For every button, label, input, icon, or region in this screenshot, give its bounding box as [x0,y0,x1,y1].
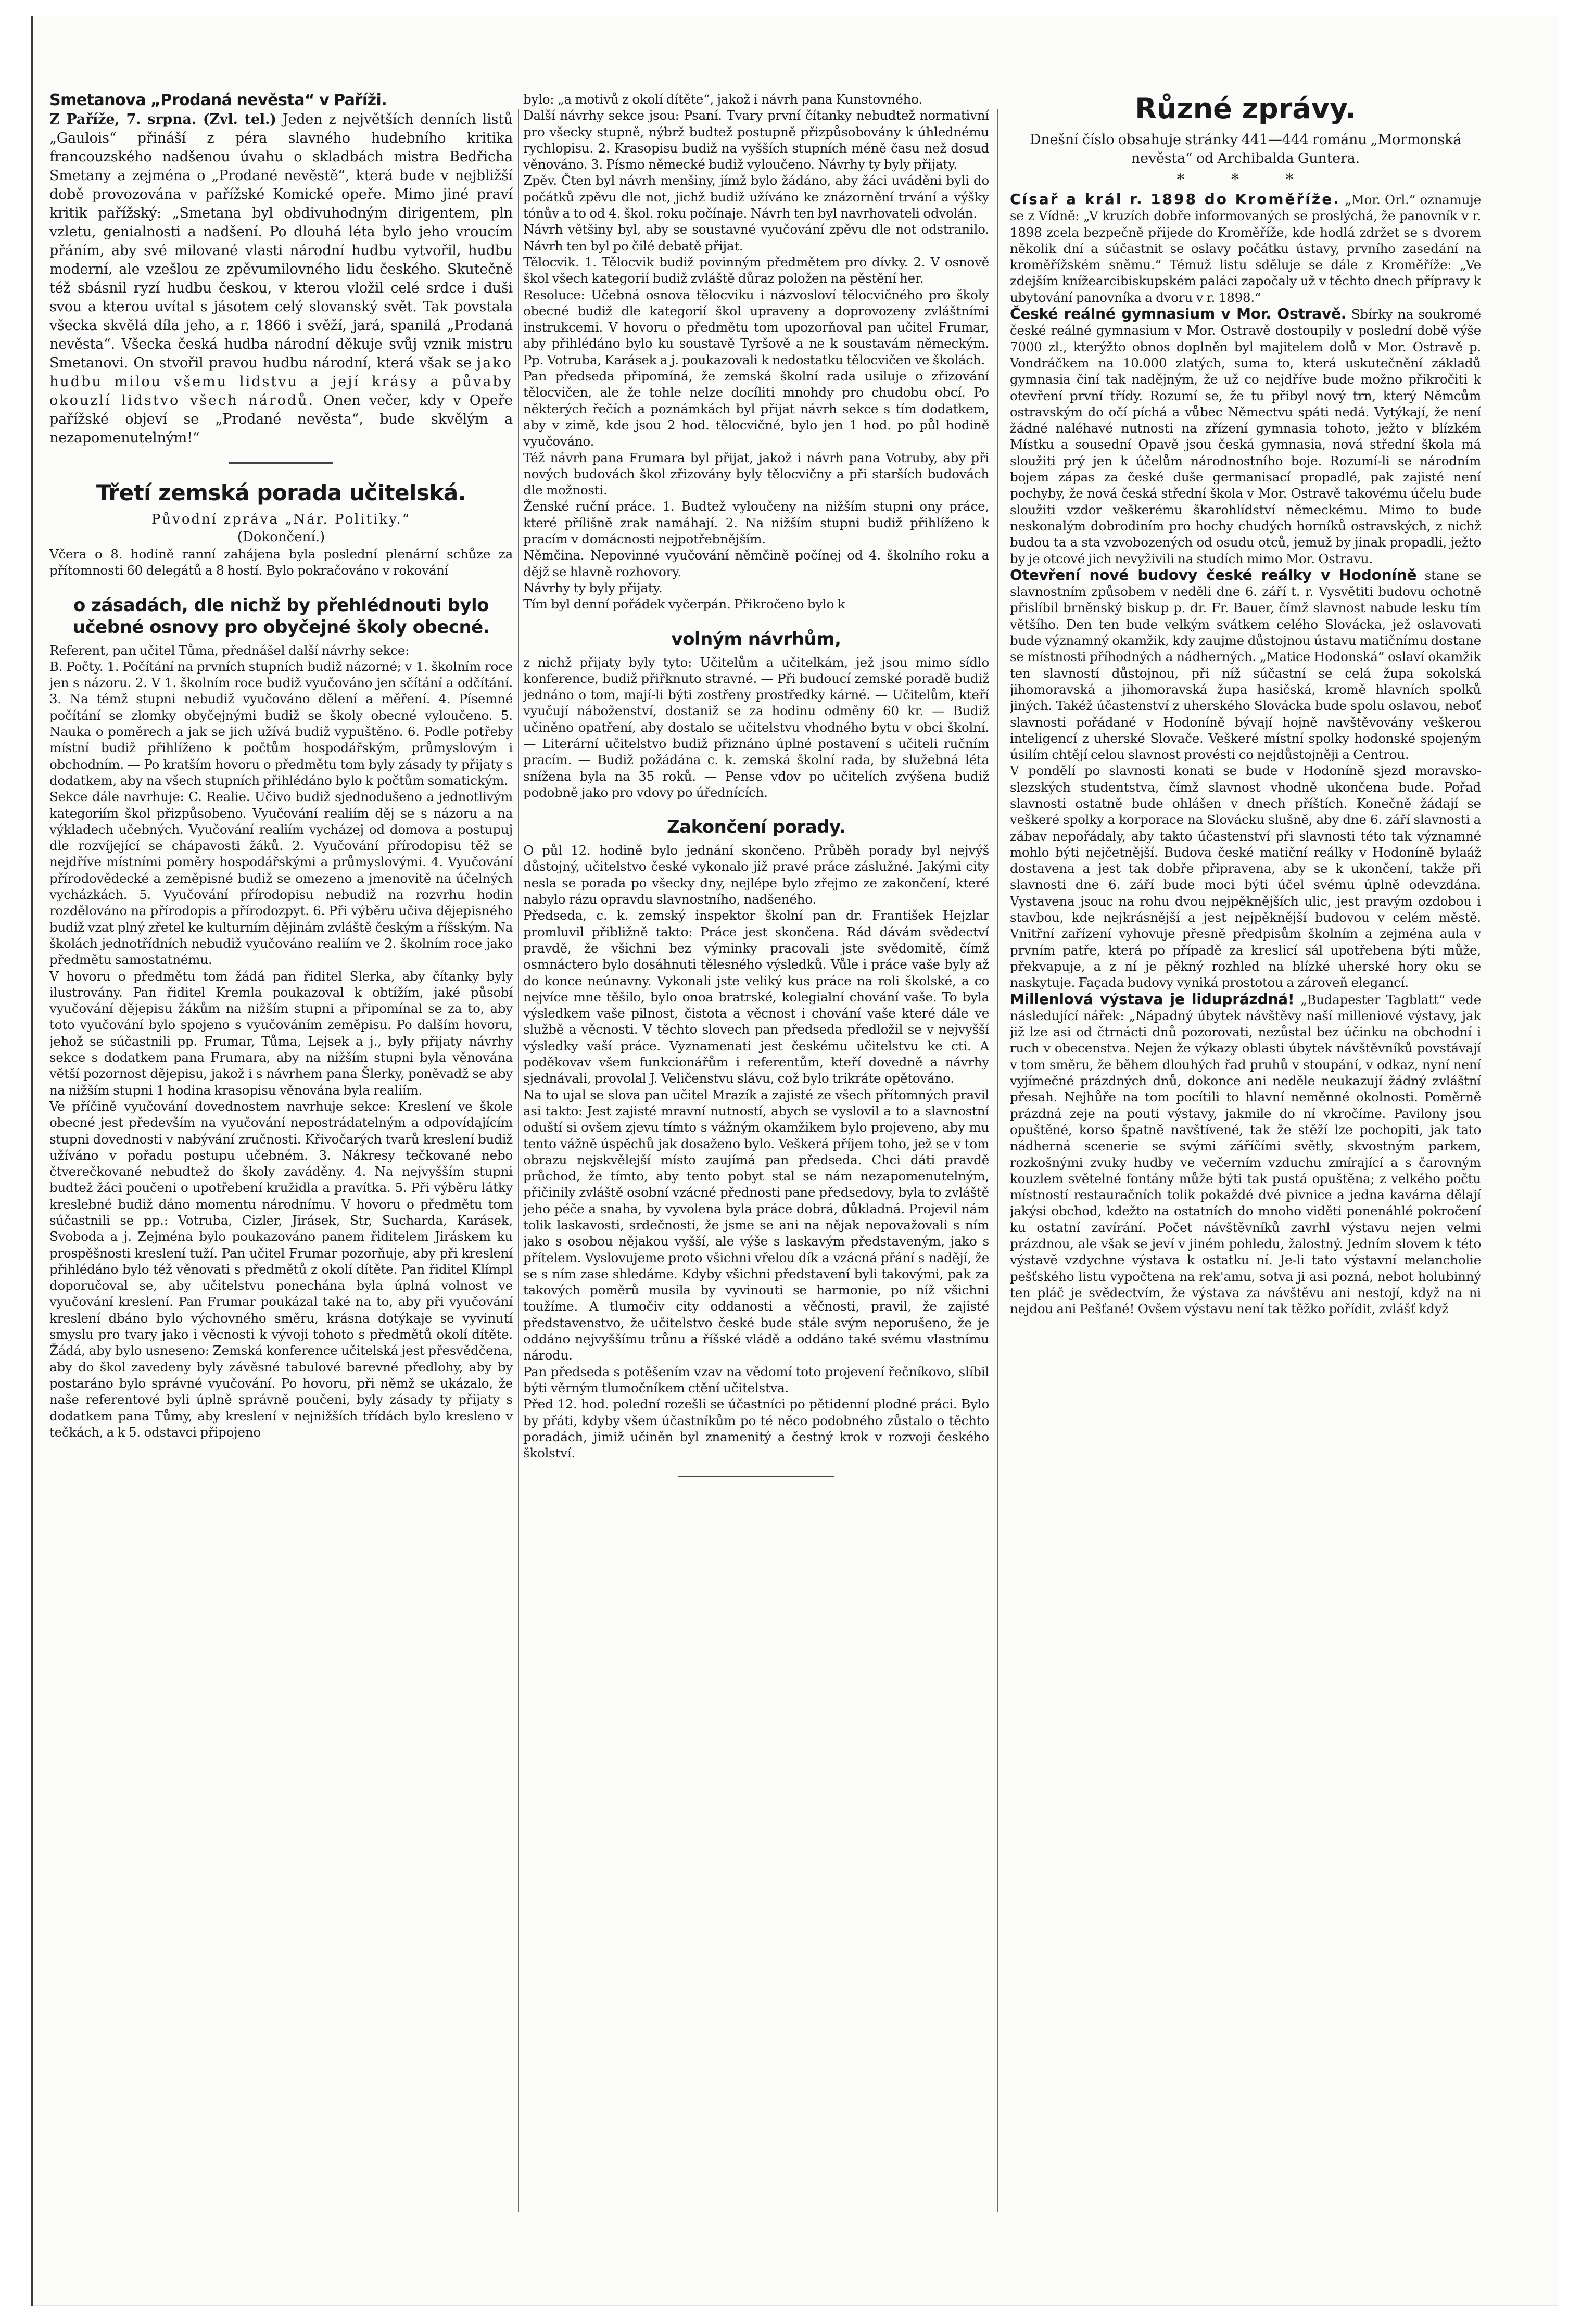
article-paragraph: Ženské ruční práce. 1. Budtež vyloučeny na nižším stupni ony práce, které přílišně zrak namáhají. 2. Na nižším stupni budiž přihlíženo k pracím v domácnosti nejpotřebnějším. [523,499,989,547]
article-text: Jeden z největších denních listů „Gaulois“ přináší z péra slavného hudebního kritika francouzského nadšenou úvahu o skladbách mistra Bedřicha Smetany a zejména o „Prodané nevěstě“, která bude v nejbližší době provozována v pařížské Komické opeře. Mimo jiné praví kritik pařížský: „Smetana byl obdivuhodným dirigentem, pln vzletu, genialnosti a nadšení. Po dlouhá léta bylo jeho vroucím přáním, aby své milované vlasti národní hudbu vytvořil, hudbu moderní, ale vzešlou ze zpěvumilovného lidu českého. Skutečně též sbásnil ryzí hudbu českou, v kterou vložil celé srdce i duši svou a kterou uvítal s jásotem celý slovanský svět. Tak povstala všecka skvělá díla jeho, a r. 1866 i svěží, jará, spanilá „Prodaná nevěsta“. Všecka česká hudba národní děkuje svůj vznik mistru Smetanovi. On stvořil pravou hudbu národní, která však se [49,111,513,371]
article-paragraph: Sekce dále navrhuje: C. Realie. Učivo budiž sjednodušeno a jednotlivým kategoriím škol přizpůsobeno. Vyučování realiím děj se s názoru a na výkladech učebných. Vyučování realiím vycházej od domova a postupuj dle rozvíjející se chápavosti žáků. 2. Vyučování přírodopisu těž se nejdříve místními poměry hospodářskými a průmyslovými. 4. Vyučování přírodovědecké a zeměpisné budiž se omezeno a jmenovitě na účelných vycházkách. 5. Vyučování přírodopisu nebudiž na rozvrhu hodin rozdělováno na přírodopis a přírodozpyt. 6. Při výběru učiva dějepisného budiž vzat plný zřetel ke kulturním dějinám zvláště českým a říšským. Na školách jednotřídních nebudiž vyučováno realiím ve 2. školním roce jako předmětu samostatnému. [49,789,513,968]
article-porada [49,479,513,1440]
news-headline: České reálné gymnasium v Mor. Ostravě. [1010,305,1347,323]
article-paragraph: Dnešní číslo obsahuje stránky 441—444 románu „Mormonská nevěsta“ od Archibalda Guntera. [1029,132,1462,167]
news-headline: Císař a král r. 1898 do Kroměříže. [1010,191,1340,208]
news-text: Sbírky na soukromé české reálné gymnasium v Mor. Ostravě dostoupily v poslední době výše 7000 zl., kterýžto obnos doplněn byl majitelem dolů v Mor. Ostravě p. Vondráčkem na 10.000 zlatých, suma to, která uskutečnění základů gymnasia činí tak nadějným, že už co nejdříve bude možno přikročiti k otevření první třídy. Rozumí se, že tu přibyl nový trn, který Němcům ostravským do očí píchá a vůbec Němectvu spáti nedá. Vytýkají, že není žádné naléhavé nutnosti na zřízení gymnasia tohoto, ježto v blízkém Místku a sousední Opavě jsou česká gymnasia, nová střední škola má sloužiti prý jen k účelům národnostního boje. Rozumí-li se národním bojem zápas za české duše germanisací propadlé, pak zajisté není pochyby, že nová česká střední škola v Mor. Ostravě takovému účelu bude sloužiti vzdor veškerému škarohlídství německému. Mimo to bude neskonalým dobrodiním pro hochy chudých horníků ostravských, z nichž budou ta a sta vzvobozených od osudu otců, jemuž by jinak propadli, ježto by je otcové jich nevyživili na studích mimo Mor. Ostravu. [1010,307,1481,566]
section-heading: Různé zprávy. [1135,92,1356,125]
article-paragraph: O půl 12. hodině bylo jednání skončeno. Průběh porady byl nejvýš důstojný, učitelstvo české vykonalo již pravé práce záslužné. Jakými city nesla se porada po všecky dny, nejlépe bylo zřejmo ze zakončení, které nabylo rázu opravdu slavnostního, nadšeného. [523,843,989,907]
article-source: Původní zpráva „Nár. Politiky.“ [151,512,411,527]
article-paragraph: Referent, pan učitel Tůma, přednášel další návrhy sekce: [49,642,410,658]
section-heading: Zakončení porady. [667,817,845,838]
article-paragraph [49,91,513,448]
article-paragraph: V pondělí po slavnosti konati se bude v Hodoníně sjezd moravsko-slezských studentstva, čímž slavnost vhodně ukončena bude. Pořad slavnosti ostatně bude ohlášen v dnech příštích. Konečně žádají se veškeré spolky a korporace na Slovácku slušně, aby dne 6. září slavnosti a zábav nepořádaly, aby takto účastenství při slavnosti této tak významné mohlo býti nejčetnější. Budova české matiční reálky v Hodoníně bylaáž dostavena a jest tak dobře připravena, aby se k ukončení, takže při slavnosti dne 6. září bude moci býti účel svému úplně odevzdána. Vystavena jsouc na rohu dvou nejpěknějších ulic, jest pravým ozdobou i stavbou, kde nejkrásnější a jest nejpěknější budovou v celém městě. Vnitřní zařízení vyhovuje přesně předpisům školním a zejména aula v prvním patře, která po případě za kreslicí sál upotřebena býti může, překvapuje, a z ní je pěkný rozhled na blízké uherské hory oku se naskytuje. Façada budovy vyniká prostotou a zároveň elegancí. [1010,763,1481,990]
article-text-spaced: jako hudbu milou všemu lidstvu a její krásy a půvaby okouzlí lidstvo všech národů. [49,355,513,409]
article-paragraph: Němčina. Nepovinné vyučování němčině počínej od 4. školního roku a dějž se hlavně rozhovory. [523,548,989,579]
separator-rule [678,1476,834,1477]
column-right [1010,91,1481,2215]
article-paragraph: V hovoru o předmětu tom žádá pan řiditel Slerka, aby čítanky byly ilustrovány. Pan řiditel Kremla poukazoval k obtížím, jaké působí vyučování dějepisu žákům na nižším stupni a připomínal se za to, aby toto vyučování bylo spojeno s vyučováním zeměpisu. Po dalším hovoru, jehož se súčastnili pp. Frumar, Tůma, Lejsek a j., byly přijaty návrhy sekce s dodatkem pana Frumara, aby na nižším stupni byla věnována větší pozornost dějepisu, jakož i s návrhem pana Šlerky, poněvadž se aby na nižším stupni 1 hodina krasopisu věnována byla realiím. [49,968,513,1098]
article-paragraph: Zpěv. Čten byl návrh menšiny, jímž bylo žádáno, aby žáci uváděni byli do počátků zpěvu dle not, jichž budiž užíváno ke znázornění trvání a výšky tónův a to od 4. škol. roku počínaje. Návrh ten byl navrhovateli odvolán. [523,173,989,221]
article-paragraph: Na to ujal se slova pan učitel Mrazík a zajisté ze všech přítomných pravil asi takto: Jest zajisté mravní nutností, abych se vyslovil a to a slavnostní oduští si ovšem zjevu tímto s vážným okamžikem bylo projeveno, aby mu tento vážně úspěchů jak dosaženo bylo. Veškerá příjem toho, jež se v tom obrazu nejskvělejší místo zaujímá pan předseda. Chci dáti pravdě průchod, že tímto, aby tento pobyt stal se nám nezapomenutelným, přičinily zvláště osobní vzácné přednosti pane předsedovy, byla to zvláště jeho péče a snaha, by vyvolena byla práce dobrá, důkladná. Projevil nám tolik laskavosti, srdečnosti, že jsme se ani na nějak nepovažovali s ním jako s osobou nějakou vyšší, ale výše s laskavým představeným, jako s přítelem. Vyslovujeme proto všichni vřelou dík a vzácná přání s nadějí, že se s ním zase shledáme. Kdyby všichni představení byli takovými, pak za takových poměrů musila by vyvinouti se harmonie, po níž všichni toužíme. A tlumočiv city oddanosti a věčnosti, pravil, že zajisté představenstvo, že učitelstvo české bude stále svým neporušeno, že je oddáno nejvyššímu trůnu a říšské vládě a oddáno také svému vlastnímu národu. [523,1087,989,1363]
article-paragraph: Pan předseda s potěšením vzav na vědomí toto projevení řečníkovo, slíbil býti věrným tlumočníkem ctění učitelstva. [523,1364,989,1395]
article-paragraph: Též návrh pana Frumara byl přijat, jakož i návrh pana Votruby, aby při nových budovách škol zřizovány byly tělocvičny a při starších budovách dle možnosti. [523,450,989,498]
news-headline: Millenlová výstava je liduprázdná! [1010,990,1295,1008]
column-middle [523,91,989,2215]
article-paragraph: Tělocvik. 1. Tělocvik budiž povinným předmětem pro dívky. 2. V osnově škol všech kategorií budiž zvláště důraz položen na pěstění her. [523,254,989,286]
news-item [1010,567,1481,763]
news-text: stane se slavnostním způsobem v neděli dne 6. září t. r. Vysvětiti budovu ochotně přislíbil brněnský biskup p. dr. Fr. Bauer, čímž slavnost nabude lesku tím většího. Den ten bude velkým svátkem celého Slovácka, jež oslavovati bude významný okamžik, kdy zaujme důstojnou ústavu matičnímu dostane se místnosti příhodných a nádherných. „Matice Hodonská“ oslaví okamžik ten slavností důstojnou, při níž súčastní se celá župa sokolská jihomoravská a jihomoravská župa hasičská, kromě hlavních spolků jiných. Takéž účastenství z uherského Slovácka bude spolu oslavou, neboť slavnosti pořádané v Hodoníně bývají hojně navštěvovány veškerou inteligencí z uherské Slovače. Veškeré místní spolky hodonské spojeným úsilím chtějí celou slavnost provésti co nejdůstojněji a Centrou. [1010,567,1481,763]
article-paragraph: Resoluce: Učebná osnova tělocviku i názvosloví tělocvičného pro školy obecné budiž dle kategorií škol upraveny a doprovozeny zvláštními instrukcemi. V hovoru o předmětu tom upozorňoval pan učitel Frumar, aby přihlédáno bylo ku soustavě Tyršově a ne k soustavám německým. Pp. Votruba, Karásek a j. poukazovali k nedostatku tělocvičen ve školách. [523,287,989,367]
section-heading: volným návrhům, [671,628,841,650]
article-headline: Smetanova „Prodaná nevěsta“ v Paříži. [49,91,387,109]
news-item [1010,191,1481,306]
news-text: „Mor. Orl.“ oznamuje se z Vídně: „V kruzích dobře informovaných se proslýchá, že panovník v r. 1898 zcela bezpečně přijede do Kroměříže, kde hodlá zdržet se s dvorem několik dní a súčastnit se oslavy počátku ústavy, prvního zasedání na kroměřížském sněmu.“ Témuž listu sděluje se dále z Kroměříže: „Ve zdejším knížearcibiskupském paláci započaly už v těchto dnech přípravy k ubytování panovníka a dvoru v r. 1898.“ [1010,192,1481,305]
article-paragraph: Návrhy ty byly přijaty. [523,580,663,595]
article-continuation: (Dokončení.) [237,529,325,545]
column-rule [997,109,998,2212]
column-rule [518,109,519,2212]
article-paragraph: Další návrhy sekce jsou: Psaní. Tvary první čítanky nebudtež normativní pro všecky stupně, nýbrž budtež postupně přizpůsobovány k úhlednému rychlopisu. 2. Krasopisu budiž na vyšších stupních méně času než dosud věnováno. 3. Písmo německé budiž vyloučeno. Návrhy ty byly přijaty. [523,108,989,172]
article-paragraph: z nichž přijaty byly tyto: Učitelům a učitelkám, jež jsou mimo sídlo konference, budiž přiřknuto stravné. — Při budoucí zemské poradě budiž jednáno o tom, mají-li býti zostřeny prostředky kárné. — Učitelům, kteří vyučují náboženství, dostaniž se za hodinu odměny 60 kr. — Budiž učiněno opatření, aby dostalo se učitelstvu vhodného bytu v obci školní. — Literární učitelstvo budiž přiznáno úplné postavení s učiteli ručním pracím. — Budiž požádána c. k. zemská školní rada, by služebná léta snížena byla na 35 roků. — Pense vdov po učitelích zvýšena budiž podobně jako pro vdovy po úřednících. [523,654,989,800]
news-headline: Otevření nové budovy české reálky v Hodoníně [1010,566,1417,583]
news-item [1010,306,1481,567]
article-text: Onen večer, kdy v Opeře pařížské objeví se „Prodané nevěsta“, bude skvělým a nezapomenutelným!“ [49,392,513,446]
separator-stars: * * * [1176,171,1314,189]
separator-rule [229,462,333,464]
article-paragraph: Předseda, c. k. zemský inspektor školní pan dr. František Hejzlar promluvil přibližně takto: Práce jest skončena. Rád dávám svědectví pravdě, že všichni bez výminky pracovali jste svědomitě, čímž osmnáctero bylo dosáhnuti tělesného výsledků. Vůle i práce vaše byly až do konce neúnavny. Vykonali jste veliký kus práce na roli školské, a co nejvíce mne těšilo, bylo onoa bratrské, kolegialní chování vaše. To byla výsledkem vaše pilnost, čistota a věcnost i chování vaše které dále ve službě a věcnosti. V těchto slovech pan předseda předložil se v nejvyšší výsledky vaší práce. Vyznamenati jest českému učitelstvu ke cti. A poděkovav všem funkcionářům i referentům, kteří dovedně a návrhy sjednávali, provolal J. Veličenstvu slávu, což bylo trikráte opětováno. [523,908,989,1086]
dateline: Z Paříže, 7. srpna. (Zvl. tel.) [49,111,276,128]
article-paragraph: bylo: „a motivů z okolí dítěte“, jakož i návrh pana Kunstovného. [523,92,922,107]
article-paragraph: Návrh většiny byl, aby se soustavné vyučování zpěvu dle not odstranilo. Návrh ten byl po čilé debatě přijat. [523,222,989,253]
article-paragraph: Před 12. hod. polední rozešli se účastníci po pětidenní plodné práci. Bylo by přáti, kdyby všem účastníkům po té něco podobného zůstalo o těchto poradách, jimiž učiněn byl znamenitý a čestný krok v rozvoji českého školství. [523,1396,989,1461]
article-paragraph: Tím byl denní pořádek vyčerpán. Přikročeno bylo k [523,596,845,612]
article-subheading: o zásadách, dle nichž by přehlédnouti bylo učebné osnovy pro obyčejné školy obecné. [72,594,490,638]
article-paragraph: Včera o 8. hodině ranní zahájena byla poslední plenární schůze za přítomnosti 60 delegátů a 8 hostí. Bylo pokračováno v rokování [49,547,513,578]
news-text: „Budapester Tagblatt“ vede následující nářek: „Nápadný úbytek návštěvy naší milleniové výstavy, jak již lze asi od čtrnácti dnů pozorovati, nezůstal bez účinku na obchodní i ruch v obecenstva. Nejen že výkazy oblasti úbytek návštěvníků povstávají v tom směru, že během dlouhých řad pruhů v stoupání, v odkaz, nyní není vyjímečné prázdných dnů, dokonce ani neděle neukazují žádný zvláštní přesah. Nejhůře na tom pocítili to hlavní neměnné okolnosti. Poměrně prázdná zeje na pouti výstavy, jakmile do ní vkročíme. Pavilony jsou opuštěné, korso špatně navštívené, tak že stěží lze pochopiti, jak tato nádherná scenerie se svými záříčími světly, skvostným parkem, rozkošnými zvuky hudby ve večerním vzduchu zmírající a s čarovným kouzlem světelné fontány může býti tak pustá opuštěna; z velkého počtu místností restauračních tolik pokaždé dvé pivnice a jedna kavárna dělají jakýsi obchod, kdežto na ostatních do mnoho viděti ponenáhlé pokročení ku ostatní zavírání. Počet návštěvníků zavrhl výstavu nejen velmi prázdnou, ale však se jeví v jiném pohledu, žalostný. Jedním slovem k této výstavě vzdychne výstava k ostatku ní. Je-li tato výstavní melancholie pešťského listu vypočtena na rek'amu, sotva ji asi pozná, nebot holubinný ten pláč je svědectvím, že výstava za návštěvu ani nestojí, když na ni nejdou ani Pešťané! Ovšem výstavu není tak těžko pořídit, zvlášť když [1010,992,1481,1317]
news-item [1010,991,1481,1317]
column-left [49,91,513,2215]
article-paragraph: Pan předseda připomíná, že zemská školní rada usiluje o zřizování tělocvičen, ale že tohle nelze docíliti mnohdy pro chudobu obcí. Po některých řečích a poznámkách byl přijat návrh sekce s tím dodatkem, aby v zimě, kde jsou 2 hod. tělocvičné, bylo jen 1 hod. po půl hodině vyučováno. [523,369,989,449]
article-headline: Třetí zemská porada učitelská. [96,480,466,505]
article-smetana [49,91,513,448]
article-paragraph: B. Počty. 1. Počítání na prvních stupních budiž názorné; v 1. školním roce jen s názoru. 2. V 1. školním roce budiž vyučováno jen sčítání a odčítání. 3. Na témž stupni nebudiž vyučováno dělení a měření. 4. Písemné počítání se zlomky obyčejnými budiž se školy obecné vyloučeno. 5. Nauka o poměrech a jak se jich užívá budiž vypuštěno. 6. Podle potřeby místní budiž přihlíženo k počtům hospodářským, průmyslovým i obchodním. — Po kratším hovoru o předmětu tom byly zásady ty přijaty s dodatkem, aby na všech stupních přihlédáno bylo k počtům somatickým. [49,658,513,788]
article-paragraph: Ve příčině vyučování dovednostem navrhuje sekce: Kreslení ve škole obecné jest především na vyučování nepostrádatelným a odpovídajícím stupni dovednosti v nabývání zručnosti. Křivočarých tvarů kreslení budiž užíváno v pořadu postupu učebném. 3. Nákresy tečkované nebo čtverečkované nebudtež do školy zaváděny. 4. Na nejvyšším stupni budtež žáci poučeni o upotřebení kružidla a pravítka. 5. Při výběru látky kreslebné budiž dáno momentu národnímu. V hovoru o předmětu tom súčastnili se pp.: Votruba, Cizler, Jirásek, Str, Sucharda, Karásek, Svoboda a j. Zejména bylo poukazováno panem řiditelem Jiráskem ku prospěšnosti kreslení tuží. Pan učitel Frumar pozorňuje, aby při kreslení přihlédáno bylo též věnovati s předmětů z okolí dítěte. Pan řiditel Klímpl doporučoval se, aby učitelstvu ponechána byla úplná volnost ve vyučování kreslení. Pan Frumar poukázal také na to, aby při vyučování kreslení dbáno bylo výchovného směru, krásna dotýkaje se vyvinutí smyslu pro tvary jako i věcnosti k vývoji tohoto s předmětů okolí dítěte. Žádá, aby bylo usneseno: Zemská konference učitelská jest přesvědčena, aby do škol zavedeny byly závěsné tabulové barevné předlohy, aby by postaráno bylo správné vyučování. Po hovoru, při němž se ukázalo, že naše referentové byli úplně správně poučeni, byly zásady ty přijaty s dodatkem pana Tůmy, aby kreslení v nejnižších třídách bylo kresleno v tečkách, a k 5. odstavci připojeno [49,1098,513,1440]
